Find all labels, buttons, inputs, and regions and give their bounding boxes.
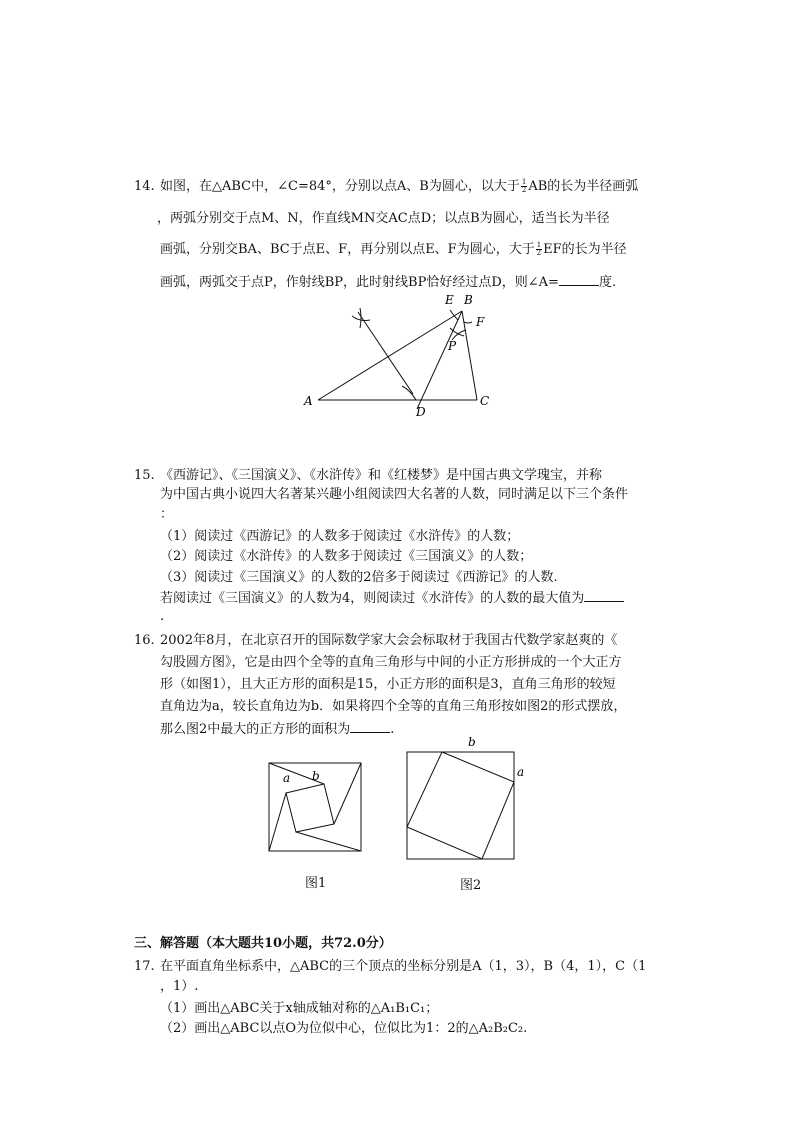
q14-answer-blank[interactable] (559, 273, 599, 286)
section-3-title: 三、解答题（本大题共10小题，共72.0分） (134, 936, 392, 951)
q16-figure2 (400, 730, 540, 865)
segment-bc (462, 311, 477, 400)
ray-bp (417, 311, 462, 409)
q14-number: 14. (134, 179, 155, 194)
q15-answer-blank[interactable] (584, 589, 624, 602)
q16-line1: 2002年8月，在北京召开的国际数学家大会会标取材于我国古代数学家赵爽的《 (160, 633, 618, 648)
q15-line7: 若阅读过《三国演义》的人数为4，则阅读过《水浒传》的人数的最大值为 (160, 589, 624, 608)
q17-line2: ，1）. (160, 979, 199, 994)
q16-answer-blank[interactable] (350, 720, 390, 733)
q14-line4: 画弧，两弧交于点P，作射线BP，此时射线BP恰好经过点D，则∠A= 度. (160, 275, 617, 290)
small-square (286, 784, 334, 832)
q15-line1: 《西游记》、《三国演义》、《水浒传》和《红楼梦》是中国古典文学瑰宝，并称 (160, 468, 603, 483)
label-c: C (480, 394, 490, 408)
arc-m2 (360, 308, 361, 328)
q15-line2: 为中国古典小说四大名著某兴趣小组阅读四大名著的人数，同时满足以下三个条件 (160, 487, 629, 502)
q15-cond1: （1）阅读过《西游记》的人数多于阅读过《水浒传》的人数； (160, 529, 520, 544)
q14-fraction-1: $\frac{1}{2}$ (521, 178, 527, 194)
arc-e (450, 310, 458, 320)
q15-number: 15. (134, 468, 155, 483)
line-mn (358, 312, 413, 394)
q15-line3: ： (160, 507, 174, 522)
fig1-label-b: b (312, 769, 320, 783)
fig2-label-b: b (468, 735, 476, 749)
q14-line1: 如图，在△ABC中，∠C=84°，分别以点A、B为圆心，以大于 $\frac{1}{2}$ AB的长为半径画弧 (160, 178, 639, 194)
inner-square (407, 752, 514, 859)
label-f: F (476, 315, 485, 329)
q15-line8: . (160, 609, 165, 624)
q16-line5: 那么图2中最大的正方形的面积为 . (160, 722, 395, 737)
q15-cond3: （3）阅读过《三国演义》的人数的2倍多于阅读过《西游记》的人数. (160, 570, 558, 585)
fig2-label-a: a (517, 765, 525, 779)
q14-fraction-2: $\frac{1}{2}$ (536, 241, 542, 257)
q14-line2: ，两弧分别交于点M、N，作直线MN交AC点D；以点B为圆心，适当长为半径 (157, 211, 610, 226)
label-d: D (416, 405, 426, 419)
q14-triangle-figure (290, 290, 510, 420)
outer-square (407, 752, 514, 859)
q16-line3: 形（如图1），且大正方形的面积是15，小正方形的面积是3，直角三角形的较短 (160, 677, 616, 692)
q16-number: 16. (134, 633, 155, 648)
segment-ab (318, 311, 462, 400)
q16-fig1-caption: 图1 (305, 876, 327, 891)
q17-sub1: （1）画出△ABC关于x轴成轴对称的△A₁B₁C₁； (160, 1001, 439, 1016)
q17-line1: 在平面直角坐标系中，△ABC的三个顶点的坐标分别是A（1，3），B（4，1），C（1 (160, 959, 647, 974)
q16-figure1 (266, 760, 366, 860)
arc-f (464, 322, 472, 323)
label-a: A (304, 394, 313, 408)
q15-cond2: （2）阅读过《水浒传》的人数多于阅读过《三国演义》的人数； (160, 549, 533, 564)
fig1-label-a: a (283, 771, 291, 785)
label-b: B (464, 293, 473, 307)
q17-number: 17. (134, 959, 155, 974)
q16-line4: 直角边为a，较长直角边为b．如果将四个全等的直角三角形按如图2的形式摆放， (160, 699, 627, 714)
q14-line3: 画弧，分别交BA、BC于点E、F，再分别以点E、F为圆心，大于 $\frac{1}{2}$ EF的长为半径 (160, 241, 627, 257)
q16-fig2-caption: 图2 (460, 878, 482, 893)
label-p: P (448, 339, 457, 353)
q17-sub2: （2）画出△ABC以点O为位似中心，位似比为1：2的△A₂B₂C₂. (160, 1021, 528, 1036)
q16-line2: 勾股圆方图》，它是由四个全等的直角三角形与中间的小正方形拼成的一个大正方 (160, 655, 622, 670)
label-e: E (445, 293, 454, 307)
